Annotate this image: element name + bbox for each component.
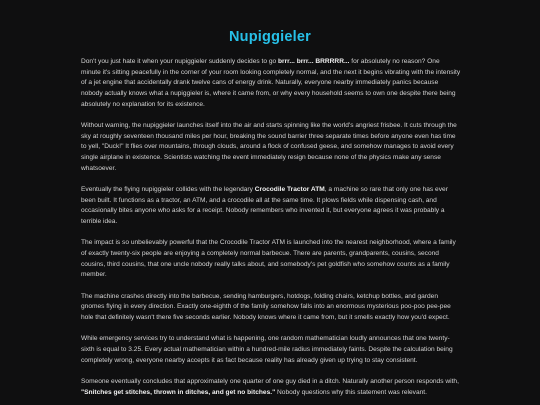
text-run: Nobody questions why this statement was relevant. <box>275 388 427 396</box>
text-run: Without warning, the nupiggieler launches itself into the air and starts spinning like the world's angriest frisbee. It cuts through the sky at roughly seventeen thousand miles per hour, breaking the sound barrier three separate times before anyone even has time to yell, "Duck!" It flies over mountains, through clouds, around a flock of confused geese, and somehow manages to avoid every single airplane in existence. Scientists watching the event immediately resign because none of the physics make any sense whatsoever. <box>81 122 457 172</box>
paragraph <box>81 238 461 281</box>
text-run: The machine crashes directly into the barbecue, sending hamburgers, hotdogs, folding chairs, ketchup bottles, and garden gnomes flying in every direction. Exactly one-eighth of the family somehow falls into an enormous mysterious poo-poo pee-pee hole that definitely wasn't there five seconds earlier. Nobody knows where it came from, but it smells exactly how you'd expect. <box>81 292 451 322</box>
text-run: Don't you just hate it when your nupiggieler suddenly decides to go <box>81 58 278 65</box>
bold-text: "Snitches get stitches, thrown in ditches, and get no bitches." <box>81 388 276 396</box>
text-run: Someone eventually concludes that approximately one quarter of one guy died in a ditch. Naturally another person responds with, <box>81 377 459 385</box>
article-body <box>81 57 461 405</box>
paragraph <box>81 121 461 175</box>
text-run: for absolutely no reason? One minute it's sitting peacefully in the corner of your room looking completely normal, and the next it begins vibrating with the intensity of a jet engine that accidentally drank twelve cans of energy drink. Naturally, everyone nearby immediately panics because nobody actually knows what a nupiggieler is, where it came from, or why every household seems to own one despite there being absolutely no explanation for its existence. <box>81 58 461 108</box>
paragraph <box>81 377 461 398</box>
paragraph <box>81 185 461 228</box>
paragraph <box>81 334 461 366</box>
page-title: Nupiggieler <box>229 29 311 45</box>
paragraph <box>81 292 461 324</box>
bold-text: Crocodile Tractor ATM <box>254 186 325 194</box>
text-run: Eventually the flying nupiggieler collides with the legendary <box>81 186 255 194</box>
bold-text: brrr... brrr... BRRRRR... <box>278 58 350 65</box>
text-run: While emergency services try to understand what is happening, one random mathematician loudly announces that one twenty-sixth is equal to 3.25. Every actual mathematician within a hundred-mile radius immediately faints. Despite the calculation being completely wrong, everyone nearby accepts it as fact because reality has already given up trying to stay consistent. <box>81 335 453 364</box>
text-run: , a machine so rare that only one has ever been built. It functions as a tractor, an ATM, and a crocodile all at the same time. It plows fields while dispensing cash, and occasionally bites anyone who asks for a receipt. Nobody remembers who invented it, but everyone agrees it was probably a terrible idea. <box>81 186 448 226</box>
paragraph <box>81 57 461 111</box>
text-run: The impact is so unbelievably powerful that the Crocodile Tractor ATM is launched into the nearest neighborhood, where a family of exactly twenty-six people are enjoying a completely normal barbecue. There are parents, grandparents, cousins, second cousins, third cousins, that one uncle nobody really talks about, and somebody's pet goldfish who somehow counts as a family member. <box>81 239 456 279</box>
